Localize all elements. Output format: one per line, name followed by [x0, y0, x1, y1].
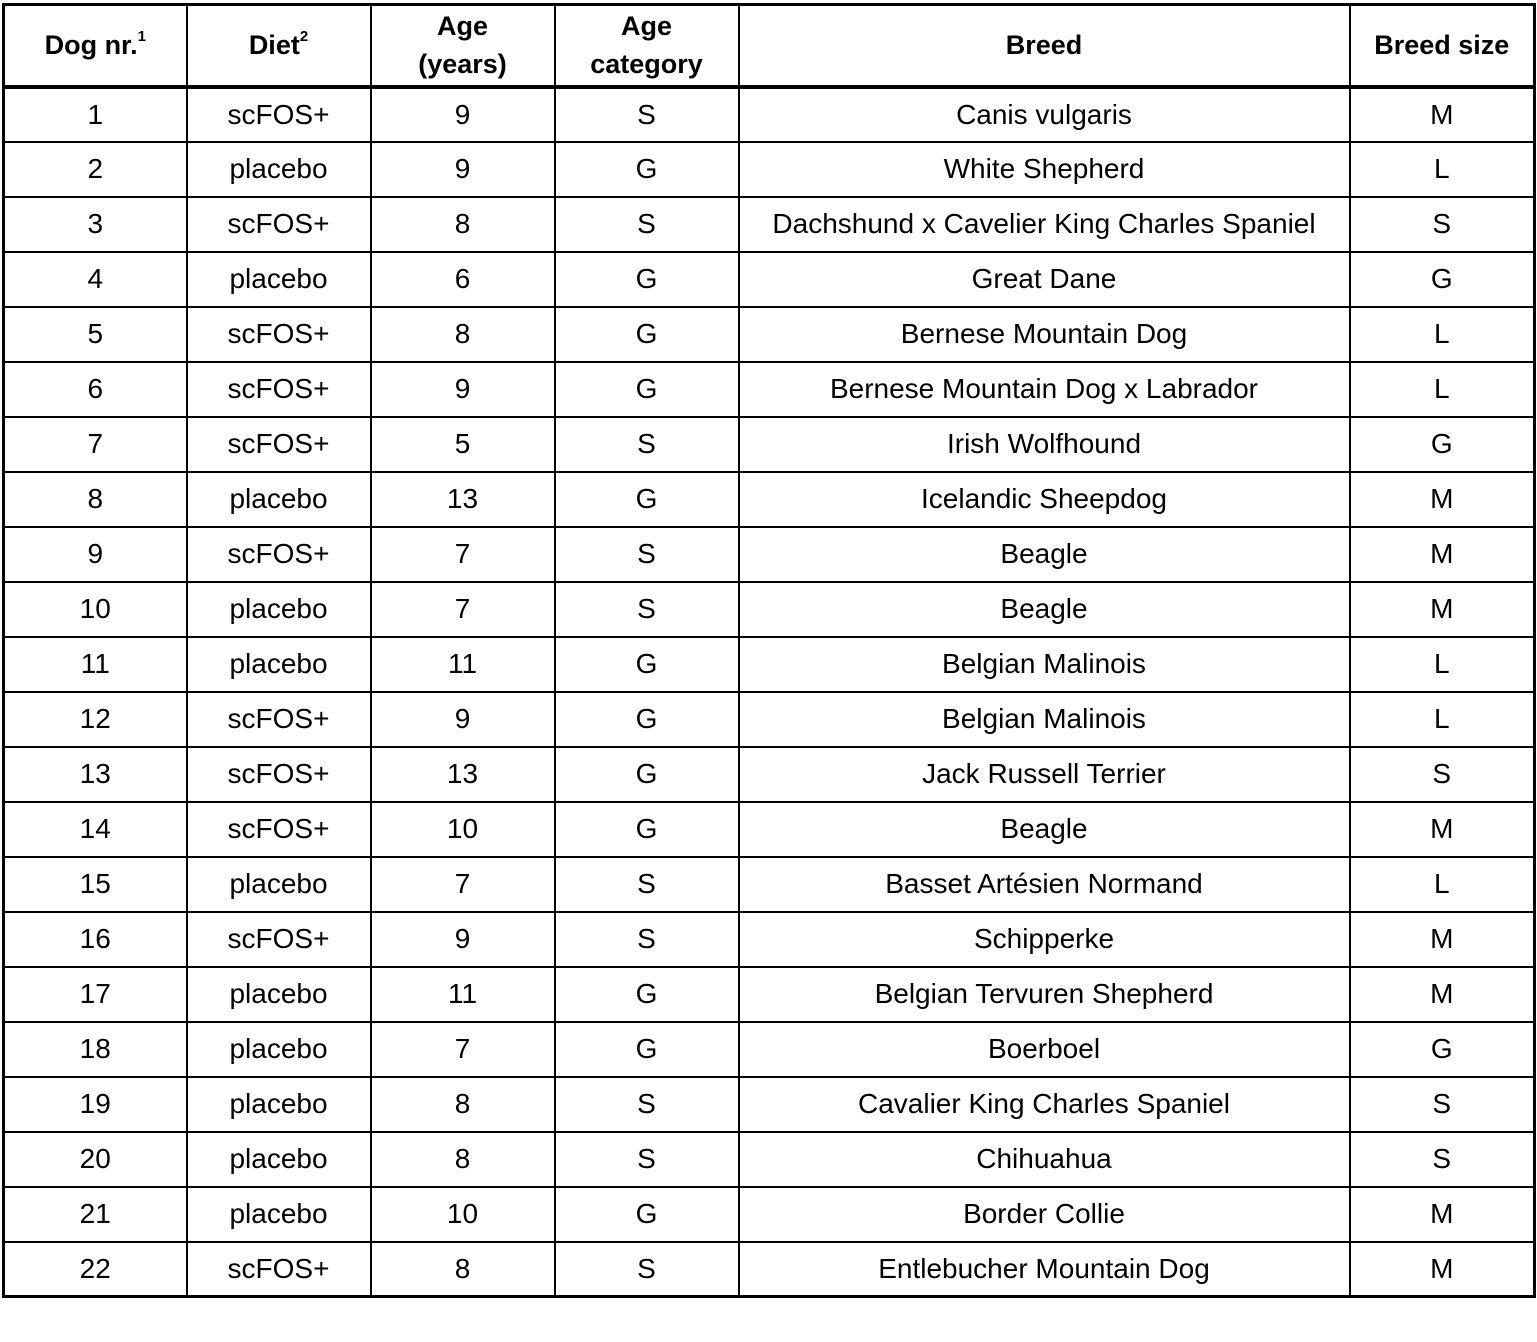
- cell-age: 8: [371, 1242, 555, 1297]
- cell-age: 7: [371, 857, 555, 912]
- cell-age: 9: [371, 142, 555, 197]
- cell-age-category: G: [555, 967, 739, 1022]
- table-row: [4, 1132, 1535, 1187]
- header-age: [371, 5, 555, 87]
- cell-diet: placebo: [187, 252, 371, 307]
- table-row: [4, 802, 1535, 857]
- cell-breed-size: L: [1350, 307, 1535, 362]
- cell-age: 13: [371, 747, 555, 802]
- cell-dog-nr: 18: [4, 1022, 187, 1077]
- cell-diet: scFOS+: [187, 87, 371, 142]
- cell-dog-nr: 21: [4, 1187, 187, 1242]
- cell-breed-size: L: [1350, 142, 1535, 197]
- cell-diet: scFOS+: [187, 1242, 371, 1297]
- cell-breed-size: M: [1350, 472, 1535, 527]
- cell-breed-size: S: [1350, 197, 1535, 252]
- cell-breed: Dachshund x Cavelier King Charles Spaniel: [739, 197, 1350, 252]
- cell-diet: placebo: [187, 472, 371, 527]
- cell-diet: placebo: [187, 1132, 371, 1187]
- cell-breed-size: G: [1350, 252, 1535, 307]
- cell-age: 10: [371, 802, 555, 857]
- cell-breed: Bernese Mountain Dog x Labrador: [739, 362, 1350, 417]
- cell-age-category: S: [555, 87, 739, 142]
- cell-diet: scFOS+: [187, 912, 371, 967]
- cell-breed: Belgian Malinois: [739, 637, 1350, 692]
- cell-dog-nr: 10: [4, 582, 187, 637]
- cell-age-category: S: [555, 1242, 739, 1297]
- cell-breed: Border Collie: [739, 1187, 1350, 1242]
- cell-dog-nr: 12: [4, 692, 187, 747]
- cell-age: 9: [371, 362, 555, 417]
- cell-age: 7: [371, 1022, 555, 1077]
- cell-dog-nr: 9: [4, 527, 187, 582]
- header-breed-size: Breed size: [1350, 5, 1535, 87]
- cell-age: 9: [371, 87, 555, 142]
- cell-breed-size: S: [1350, 1077, 1535, 1132]
- cell-diet: placebo: [187, 967, 371, 1022]
- cell-breed-size: M: [1350, 912, 1535, 967]
- cell-breed-size: M: [1350, 87, 1535, 142]
- cell-age-category: S: [555, 527, 739, 582]
- cell-breed-size: M: [1350, 1187, 1535, 1242]
- cell-dog-nr: 13: [4, 747, 187, 802]
- cell-age: 9: [371, 692, 555, 747]
- cell-breed: Great Dane: [739, 252, 1350, 307]
- cell-age-category: G: [555, 362, 739, 417]
- cell-dog-nr: 14: [4, 802, 187, 857]
- table-row: [4, 417, 1535, 472]
- cell-breed: Belgian Malinois: [739, 692, 1350, 747]
- table-row: [4, 582, 1535, 637]
- cell-breed-size: G: [1350, 1022, 1535, 1077]
- cell-breed: Cavalier King Charles Spaniel: [739, 1077, 1350, 1132]
- cell-age-category: G: [555, 1187, 739, 1242]
- cell-age-category: S: [555, 912, 739, 967]
- cell-dog-nr: 2: [4, 142, 187, 197]
- cell-breed: Entlebucher Mountain Dog: [739, 1242, 1350, 1297]
- cell-age-category: G: [555, 692, 739, 747]
- cell-age: 8: [371, 1077, 555, 1132]
- cell-age: 8: [371, 197, 555, 252]
- cell-diet: placebo: [187, 1187, 371, 1242]
- cell-age-category: G: [555, 802, 739, 857]
- table-row: [4, 1187, 1535, 1242]
- cell-dog-nr: 20: [4, 1132, 187, 1187]
- cell-diet: placebo: [187, 637, 371, 692]
- cell-dog-nr: 8: [4, 472, 187, 527]
- cell-breed: Beagle: [739, 582, 1350, 637]
- table-row: [4, 142, 1535, 197]
- table-row: [4, 1242, 1535, 1297]
- cell-age-category: G: [555, 472, 739, 527]
- header-breed: Breed: [739, 5, 1350, 87]
- header-row: [4, 5, 1535, 87]
- cell-breed-size: S: [1350, 1132, 1535, 1187]
- cell-dog-nr: 1: [4, 87, 187, 142]
- cell-diet: scFOS+: [187, 527, 371, 582]
- cell-age-category: S: [555, 1132, 739, 1187]
- header-agecat-line2: category: [590, 49, 703, 80]
- cell-diet: scFOS+: [187, 307, 371, 362]
- cell-age: 8: [371, 1132, 555, 1187]
- cell-age-category: G: [555, 637, 739, 692]
- cell-breed: Beagle: [739, 802, 1350, 857]
- cell-age-category: G: [555, 142, 739, 197]
- cell-diet: scFOS+: [187, 692, 371, 747]
- cell-breed: Jack Russell Terrier: [739, 747, 1350, 802]
- header-age-line1: Age: [436, 11, 488, 42]
- table-header: [4, 5, 1535, 87]
- header-dog-nr-footnote: 1: [137, 28, 146, 46]
- header-age-line2: (years): [418, 49, 507, 80]
- header-agecat-line1: Age: [620, 11, 672, 42]
- table-row: [4, 857, 1535, 912]
- cell-dog-nr: 16: [4, 912, 187, 967]
- cell-age-category: S: [555, 857, 739, 912]
- cell-age-category: S: [555, 197, 739, 252]
- cell-breed: Boerboel: [739, 1022, 1350, 1077]
- cell-breed-size: G: [1350, 417, 1535, 472]
- table-row: [4, 87, 1535, 142]
- cell-age: 13: [371, 472, 555, 527]
- table-row: [4, 197, 1535, 252]
- cell-diet: scFOS+: [187, 747, 371, 802]
- cell-breed: Bernese Mountain Dog: [739, 307, 1350, 362]
- cell-age: 6: [371, 252, 555, 307]
- cell-breed: Chihuahua: [739, 1132, 1350, 1187]
- cell-breed-size: M: [1350, 967, 1535, 1022]
- cell-diet: scFOS+: [187, 417, 371, 472]
- cell-age: 9: [371, 912, 555, 967]
- table-row: [4, 747, 1535, 802]
- header-dog-nr-label: Dog nr.: [44, 30, 138, 61]
- cell-breed: Irish Wolfhound: [739, 417, 1350, 472]
- cell-dog-nr: 17: [4, 967, 187, 1022]
- table-row: [4, 527, 1535, 582]
- table-row: [4, 252, 1535, 307]
- cell-age: 10: [371, 1187, 555, 1242]
- cell-breed-size: L: [1350, 857, 1535, 912]
- table-row: [4, 912, 1535, 967]
- cell-breed-size: L: [1350, 637, 1535, 692]
- cell-breed: Beagle: [739, 527, 1350, 582]
- cell-breed: Basset Artésien Normand: [739, 857, 1350, 912]
- table-row: [4, 307, 1535, 362]
- cell-dog-nr: 19: [4, 1077, 187, 1132]
- table-row: [4, 1077, 1535, 1132]
- cell-diet: placebo: [187, 857, 371, 912]
- cell-age-category: S: [555, 1077, 739, 1132]
- cell-age-category: G: [555, 252, 739, 307]
- header-diet-footnote: 2: [299, 28, 309, 46]
- cell-dog-nr: 4: [4, 252, 187, 307]
- cell-age-category: S: [555, 582, 739, 637]
- table-row: [4, 692, 1535, 747]
- cell-age: 8: [371, 307, 555, 362]
- header-age-category: [555, 5, 739, 87]
- cell-age-category: G: [555, 307, 739, 362]
- cell-age: 11: [371, 637, 555, 692]
- cell-age: 5: [371, 417, 555, 472]
- cell-diet: scFOS+: [187, 802, 371, 857]
- cell-dog-nr: 5: [4, 307, 187, 362]
- cell-breed: Icelandic Sheepdog: [739, 472, 1350, 527]
- dog-table: [2, 3, 1536, 1298]
- table-row: [4, 472, 1535, 527]
- cell-diet: placebo: [187, 582, 371, 637]
- cell-dog-nr: 7: [4, 417, 187, 472]
- cell-breed-size: M: [1350, 802, 1535, 857]
- cell-diet: placebo: [187, 1077, 371, 1132]
- cell-breed-size: M: [1350, 1242, 1535, 1297]
- table-row: [4, 967, 1535, 1022]
- cell-breed: White Shepherd: [739, 142, 1350, 197]
- cell-dog-nr: 11: [4, 637, 187, 692]
- cell-diet: placebo: [187, 1022, 371, 1077]
- cell-age: 7: [371, 527, 555, 582]
- cell-dog-nr: 3: [4, 197, 187, 252]
- header-diet: [187, 5, 371, 87]
- cell-age: 11: [371, 967, 555, 1022]
- table-row: [4, 637, 1535, 692]
- cell-age: 7: [371, 582, 555, 637]
- cell-diet: scFOS+: [187, 362, 371, 417]
- cell-diet: scFOS+: [187, 197, 371, 252]
- cell-dog-nr: 15: [4, 857, 187, 912]
- table-row: [4, 1022, 1535, 1077]
- cell-breed-size: S: [1350, 747, 1535, 802]
- cell-breed-size: L: [1350, 692, 1535, 747]
- cell-breed-size: M: [1350, 527, 1535, 582]
- cell-dog-nr: 6: [4, 362, 187, 417]
- cell-breed-size: M: [1350, 582, 1535, 637]
- cell-age-category: S: [555, 417, 739, 472]
- cell-breed: Belgian Tervuren Shepherd: [739, 967, 1350, 1022]
- cell-diet: placebo: [187, 142, 371, 197]
- cell-breed: Schipperke: [739, 912, 1350, 967]
- header-diet-label: Diet: [248, 30, 300, 61]
- cell-breed-size: L: [1350, 362, 1535, 417]
- cell-age-category: G: [555, 1022, 739, 1077]
- cell-breed: Canis vulgaris: [739, 87, 1350, 142]
- cell-dog-nr: 22: [4, 1242, 187, 1297]
- cell-age-category: G: [555, 747, 739, 802]
- header-dog-nr: [4, 5, 187, 87]
- table-row: [4, 362, 1535, 417]
- table-body: [4, 87, 1535, 1297]
